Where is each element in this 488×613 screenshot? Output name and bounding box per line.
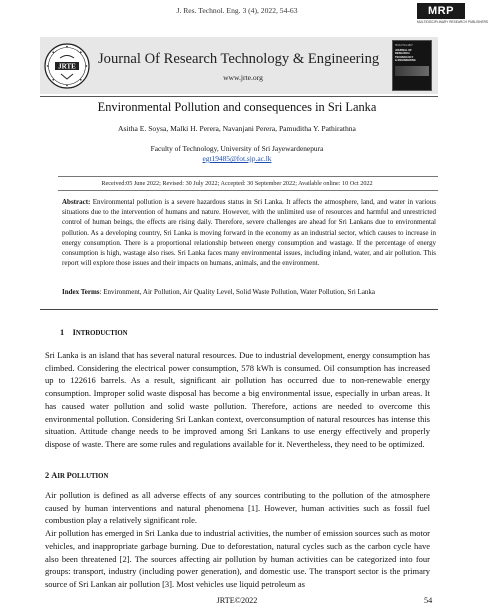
cover-title-line: JOURNAL OF bbox=[395, 49, 412, 52]
section-title-initial: A bbox=[51, 471, 58, 480]
journal-cover-thumbnail bbox=[392, 40, 432, 91]
section-title-initial: P bbox=[66, 471, 72, 480]
paper-authors: Asitha E. Soysa, Malki H. Perera, Navanjani Perera, Pamuditha Y. Pathirathna bbox=[118, 124, 356, 133]
section-heading-air-pollution bbox=[45, 471, 108, 480]
header-divider bbox=[40, 96, 438, 97]
publisher-logo-subtitle: MULTIDISCIPLINARY RESEARCH PUBLISHERS bbox=[417, 20, 488, 24]
publisher-logo bbox=[417, 3, 488, 24]
journal-name: Journal Of Research Technology & Engineering bbox=[98, 51, 380, 67]
section-title-rest: OLLUTION bbox=[71, 473, 109, 480]
abstract-label: Abstract: bbox=[62, 198, 91, 206]
cover-issn: ISSN 2714-1837 bbox=[395, 44, 413, 47]
section-heading-introduction bbox=[60, 328, 128, 337]
dates-divider-top bbox=[58, 176, 438, 177]
cover-graphic bbox=[395, 66, 429, 76]
cover-title-line: TECHNOLOGY bbox=[395, 55, 414, 59]
index-terms bbox=[62, 287, 436, 297]
air-pollution-paragraph: Air pollution is defined as all adverse effects of any sources contributing to the pollution of the atmosphere caused by human interventions and natural phenomena [1]. However, human activities such as fossil fuel combustion play a relatively significant role. bbox=[45, 490, 430, 526]
index-terms-label: Index Terms bbox=[62, 288, 100, 296]
air-pollution-paragraphs bbox=[45, 489, 430, 591]
section-title-rest: IR bbox=[57, 473, 67, 480]
abstract bbox=[62, 197, 436, 268]
paper-title: Environmental Pollution and consequences in Sri Lanka bbox=[97, 100, 377, 114]
abstract-divider bbox=[40, 309, 438, 310]
author-email-link[interactable]: egt19485@fot.sjp.ac.lk bbox=[202, 154, 272, 163]
section-title-initial: I bbox=[72, 328, 76, 337]
abstract-text: Environmental pollution is a severe hazardous status in Sri Lanka. It affects the atmosphere, land, and water in various situations due to the intervention of humans and nature. However, with the unlimited use of resources and harmful and unrestricted control of human beings, the effects are rising daily. Therefore, severe challenges are ahead for Sri Lankans due to environmental pollution. As a developing country, Sri Lanka is moving forward in the economy as an industrial sector, which causes to increase in energy consumption. There is a proportional relationship between energy consumption and wastage. If the percentage of energy consumption is high, wastage also rises. Sri Lanka faces many environmental issues, including inland, water, and air pollution. This report will explore those issues and their impacts on humans, animals, and the environment. bbox=[62, 198, 436, 268]
air-pollution-paragraph: Air pollution has emerged in Sri Lanka due to industrial activities, the number of emission sources such as motor vehicles, and inappropriate garbage burning. Due to deforestation, natural cycles such as the carbon cycle have also been threatened [2]. The sources affecting air pollution by human activities can be categorized into four groups: transport, industry (including power generation), and domestic use. The transport sector is the primary source of Sri Lankan air pollution [3]. Most vehicles use liquid petroleum as bbox=[45, 528, 430, 589]
page-number: 54 bbox=[424, 596, 433, 605]
paper-affiliation: Faculty of Technology, University of Sri Jayewardenepura bbox=[150, 144, 324, 153]
journal-citation: J. Res. Technol. Eng. 3 (4), 2022, 54-63 bbox=[176, 6, 298, 15]
seal-text: JRTE bbox=[58, 62, 76, 71]
cover-title-line: RESEARCH bbox=[395, 52, 410, 56]
section-number: 1 bbox=[60, 328, 65, 337]
journal-seal-logo bbox=[44, 43, 90, 89]
section-title-rest: NTRODUCTION bbox=[75, 330, 128, 337]
introduction-paragraph: Sri Lanka is an island that has several natural resources. Due to industrial development, energy consumption has climbed. Considering the electrical power consumption, 578 kWh is consumed. Oil consumption has increased up to 122616 barrels. As a result, significant air pollution has occurred due to non-renewable energy consumption. Improper solid waste disposal has become a big environmental issue, especially in urban areas. It has caused water pollution and solid waste pollution. Therefore, actions are needed to overcome this environmental pollution. Considering Sri Lankan context, overconsumption of natural resources has intense this situation. Attitude change needs to be improved among Sri Lankans to use energy effectively and properly dispose of waste. There are some rules and regulations available for it. Nevertheless, they need to be optimized. bbox=[45, 350, 430, 449]
footer-copyright: JRTE©2022 bbox=[216, 596, 258, 605]
dates-divider-bottom bbox=[58, 190, 438, 191]
section-number: 2 bbox=[45, 471, 50, 480]
journal-url: www.jrte.org bbox=[223, 73, 263, 82]
cover-title-line: & ENGINEERING bbox=[395, 59, 416, 63]
index-terms-text: : Environment, Air Pollution, Air Quality Level, Solid Waste Pollution, Water Pollution, Sri Lanka bbox=[99, 288, 376, 296]
publication-dates: Received:05 June 2022; Revised: 30 July 2022; Accepted: 30 September 2022; Available online: 10 Oct 2022 bbox=[101, 180, 373, 187]
publisher-logo-mark: MRP bbox=[417, 3, 465, 19]
